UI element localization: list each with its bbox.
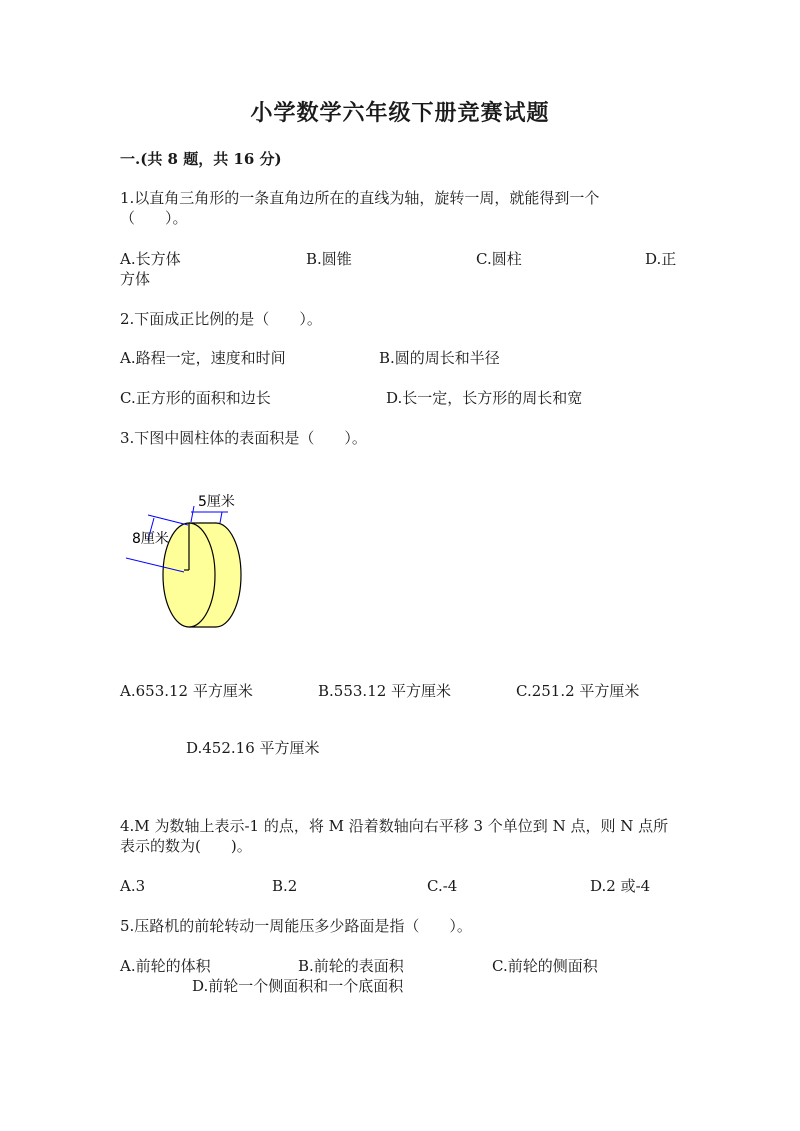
question-2-option-b: B.圆的周长和半径 — [379, 349, 500, 367]
question-4-option-d: D.2 或-4 — [590, 877, 651, 895]
width-tick-left — [191, 506, 194, 522]
question-4-text-line2: 表示的数为( )。 — [120, 837, 252, 855]
question-4-option-a: A.3 — [120, 877, 146, 895]
question-1-text-line2: （ ）。 — [120, 209, 188, 227]
question-1-option-b: B.圆锥 — [306, 250, 352, 268]
question-1-option-d: D.正 — [645, 250, 677, 268]
question-5-option-b: B.前轮的表面积 — [298, 957, 404, 975]
cylinder-figure — [118, 490, 258, 640]
question-4-option-c: C.-4 — [427, 877, 458, 895]
question-5-text: 5.压路机的前轮转动一周能压多少路面是指（ ）。 — [120, 917, 472, 935]
radius-label: 8厘米 — [132, 531, 169, 547]
question-2-text: 2.下面成正比例的是（ ）。 — [120, 310, 322, 328]
question-5-option-a: A.前轮的体积 — [120, 957, 211, 975]
question-2-option-c: C.正方形的面积和边长 — [120, 389, 271, 407]
question-1-option-a: A.长方体 — [120, 250, 181, 268]
question-4-option-b: B.2 — [272, 877, 298, 895]
page-title: 小学数学六年级下册竞赛试题 — [250, 100, 550, 126]
question-5-option-c: C.前轮的侧面积 — [492, 957, 598, 975]
width-tick-right — [220, 512, 222, 523]
section-heading: 一.(共 8 题，共 16 分) — [120, 150, 282, 168]
radius-extension-line-top — [148, 515, 188, 525]
question-4-text: 4.M 为数轴上表示-1 的点，将 M 沿着数轴向右平移 3 个单位到 N 点，则 N 点所 — [120, 817, 669, 835]
question-5-option-d: D.前轮一个侧面积和一个底面积 — [192, 977, 404, 995]
question-3-option-d: D.452.16 平方厘米 — [186, 739, 320, 757]
question-3-text: 3.下图中圆柱体的表面积是（ ）。 — [120, 429, 367, 447]
question-1-option-d-continued: 方体 — [120, 270, 151, 288]
question-3-option-c: C.251.2 平方厘米 — [516, 682, 640, 700]
question-2-option-d: D.长一定，长方形的周长和宽 — [386, 389, 583, 407]
question-3-option-a: A.653.12 平方厘米 — [120, 682, 253, 700]
question-2-option-a: A.路程一定，速度和时间 — [120, 349, 286, 367]
question-1-option-c: C.圆柱 — [476, 250, 522, 268]
width-label: 5厘米 — [198, 494, 235, 510]
question-1-text: 1.以直角三角形的一条直角边所在的直线为轴，旋转一周，就能得到一个 — [120, 189, 600, 207]
question-3-option-b: B.553.12 平方厘米 — [318, 682, 452, 700]
cylinder-diagram — [118, 490, 258, 640]
